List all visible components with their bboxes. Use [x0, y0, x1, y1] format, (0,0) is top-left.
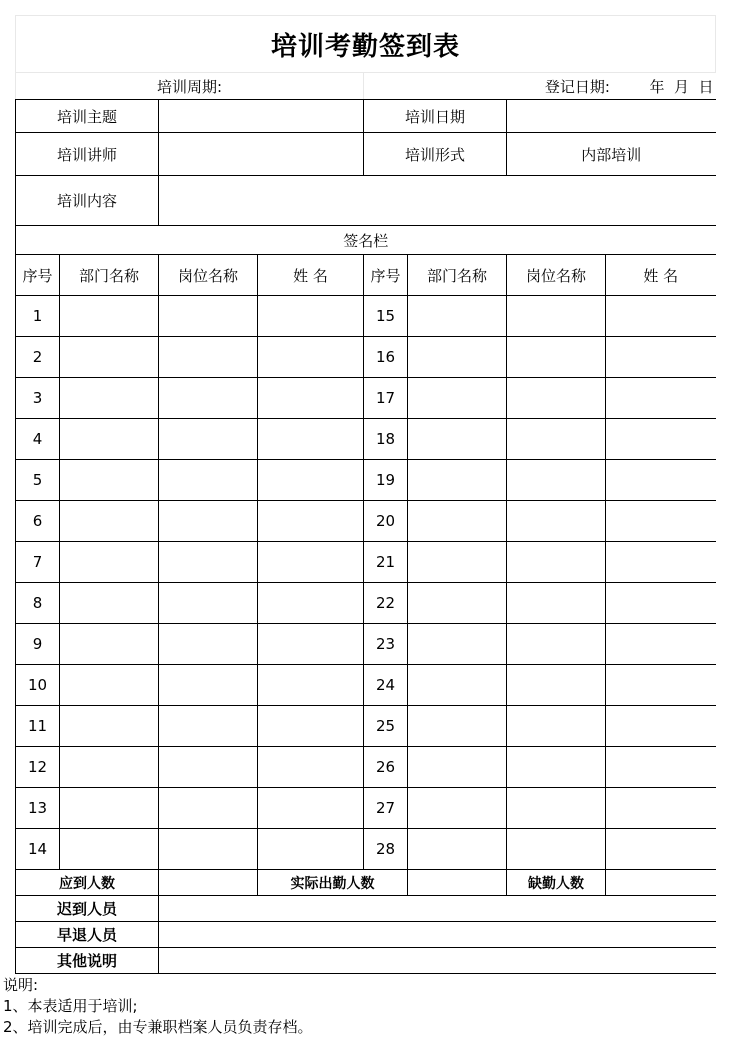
dept-right-cell[interactable]: [408, 296, 507, 337]
post-right-cell[interactable]: [507, 788, 606, 829]
seq-right-cell: 26: [364, 747, 408, 788]
seq-right-cell: 28: [364, 829, 408, 870]
content-label: 培训内容: [16, 176, 159, 226]
name-left-cell[interactable]: [258, 501, 364, 542]
register-date-cell: [364, 73, 716, 100]
post-right-cell[interactable]: [507, 419, 606, 460]
attendance-sheet: [15, 15, 715, 974]
post-left-cell[interactable]: [159, 706, 258, 747]
training-date-label: 培训日期: [364, 100, 507, 133]
name-left-cell[interactable]: [258, 542, 364, 583]
signature-section-title: 签名栏: [16, 226, 716, 255]
training-period-label: 培训周期:: [16, 73, 364, 100]
seq-right-cell: 24: [364, 665, 408, 706]
early-leave-label: 早退人员: [16, 922, 159, 948]
dept-left-cell[interactable]: [60, 788, 159, 829]
dept-right-cell[interactable]: [408, 419, 507, 460]
name-right-cell[interactable]: [606, 337, 716, 378]
seq-right-cell: 25: [364, 706, 408, 747]
register-date-units: 年 月 日: [649, 77, 714, 96]
name-left-cell[interactable]: [258, 706, 364, 747]
dept-left-cell[interactable]: [60, 378, 159, 419]
seq-right-cell: 22: [364, 583, 408, 624]
name-right-cell[interactable]: [606, 542, 716, 583]
notes-line-2: 2、培训完成后，由专兼职档案人员负责存档。: [3, 1018, 313, 1036]
dept-right-cell[interactable]: [408, 337, 507, 378]
signature-rows: [16, 296, 716, 870]
training-form-value[interactable]: 内部培训: [507, 133, 716, 176]
dept-left-cell[interactable]: [60, 706, 159, 747]
table-row: [16, 501, 716, 542]
other-notes-value[interactable]: [159, 948, 716, 974]
name-right-cell[interactable]: [606, 665, 716, 706]
lecturer-value[interactable]: [159, 133, 364, 176]
col-header-post-left: 岗位名称: [159, 255, 258, 296]
dept-right-cell[interactable]: [408, 378, 507, 419]
dept-left-cell[interactable]: [60, 583, 159, 624]
register-date-label: 登记日期:: [544, 77, 610, 96]
training-date-value[interactable]: [507, 100, 716, 133]
name-left-cell[interactable]: [258, 747, 364, 788]
dept-right-cell[interactable]: [408, 747, 507, 788]
name-right-cell[interactable]: [606, 624, 716, 665]
name-left-cell[interactable]: [258, 829, 364, 870]
post-left-cell[interactable]: [159, 788, 258, 829]
name-left-cell[interactable]: [258, 337, 364, 378]
name-right-cell[interactable]: [606, 460, 716, 501]
seq-right-cell: 23: [364, 624, 408, 665]
col-header-seq-right: 序号: [364, 255, 408, 296]
dept-left-cell[interactable]: [60, 829, 159, 870]
table-row: [16, 460, 716, 501]
post-left-cell[interactable]: [159, 419, 258, 460]
seq-left-cell: 2: [16, 337, 60, 378]
dept-left-cell[interactable]: [60, 747, 159, 788]
dept-right-cell[interactable]: [408, 706, 507, 747]
post-right-cell[interactable]: [507, 337, 606, 378]
dept-right-cell[interactable]: [408, 788, 507, 829]
expected-count-value[interactable]: [159, 870, 258, 896]
name-left-cell[interactable]: [258, 460, 364, 501]
post-left-cell[interactable]: [159, 296, 258, 337]
table-row: [16, 542, 716, 583]
seq-left-cell: 13: [16, 788, 60, 829]
dept-left-cell[interactable]: [60, 501, 159, 542]
actual-count-label: 实际出勤人数: [258, 870, 408, 896]
topic-value[interactable]: [159, 100, 364, 133]
post-right-cell[interactable]: [507, 706, 606, 747]
table-row: [16, 747, 716, 788]
post-right-cell[interactable]: [507, 665, 606, 706]
seq-left-cell: 8: [16, 583, 60, 624]
table-row: [16, 706, 716, 747]
post-left-cell[interactable]: [159, 665, 258, 706]
actual-count-value[interactable]: [408, 870, 507, 896]
topic-label: 培训主题: [16, 100, 159, 133]
name-right-cell[interactable]: [606, 296, 716, 337]
late-label: 迟到人员: [16, 896, 159, 922]
table-row: [16, 788, 716, 829]
post-left-cell[interactable]: [159, 501, 258, 542]
post-right-cell[interactable]: [507, 542, 606, 583]
name-right-cell[interactable]: [606, 788, 716, 829]
name-left-cell[interactable]: [258, 624, 364, 665]
col-header-dept-left: 部门名称: [60, 255, 159, 296]
seq-right-cell: 27: [364, 788, 408, 829]
absent-count-label: 缺勤人数: [507, 870, 606, 896]
seq-right-cell: 15: [364, 296, 408, 337]
dept-right-cell[interactable]: [408, 665, 507, 706]
dept-left-cell[interactable]: [60, 665, 159, 706]
name-left-cell[interactable]: [258, 419, 364, 460]
table-row: [16, 624, 716, 665]
post-right-cell[interactable]: [507, 829, 606, 870]
post-right-cell[interactable]: [507, 501, 606, 542]
seq-left-cell: 12: [16, 747, 60, 788]
post-right-cell[interactable]: [507, 624, 606, 665]
attendance-table: [15, 15, 716, 974]
table-row: [16, 378, 716, 419]
col-header-dept-right: 部门名称: [408, 255, 507, 296]
dept-right-cell[interactable]: [408, 501, 507, 542]
post-right-cell[interactable]: [507, 583, 606, 624]
dept-left-cell[interactable]: [60, 419, 159, 460]
seq-right-cell: 20: [364, 501, 408, 542]
seq-right-cell: 21: [364, 542, 408, 583]
col-header-post-right: 岗位名称: [507, 255, 606, 296]
dept-right-cell[interactable]: [408, 829, 507, 870]
post-left-cell[interactable]: [159, 747, 258, 788]
post-left-cell[interactable]: [159, 583, 258, 624]
dept-left-cell[interactable]: [60, 542, 159, 583]
dept-left-cell[interactable]: [60, 460, 159, 501]
table-row: [16, 829, 716, 870]
seq-right-cell: 16: [364, 337, 408, 378]
dept-left-cell[interactable]: [60, 624, 159, 665]
expected-count-label: 应到人数: [16, 870, 159, 896]
lecturer-label: 培训讲师: [16, 133, 159, 176]
dept-right-cell[interactable]: [408, 583, 507, 624]
name-right-cell[interactable]: [606, 419, 716, 460]
name-right-cell[interactable]: [606, 583, 716, 624]
other-notes-label: 其他说明: [16, 948, 159, 974]
seq-left-cell: 10: [16, 665, 60, 706]
name-right-cell[interactable]: [606, 706, 716, 747]
seq-left-cell: 9: [16, 624, 60, 665]
seq-right-cell: 18: [364, 419, 408, 460]
name-left-cell[interactable]: [258, 378, 364, 419]
seq-right-cell: 17: [364, 378, 408, 419]
col-header-name-right: 姓 名: [606, 255, 716, 296]
training-form-label: 培训形式: [364, 133, 507, 176]
seq-left-cell: 6: [16, 501, 60, 542]
post-right-cell[interactable]: [507, 378, 606, 419]
seq-right-cell: 19: [364, 460, 408, 501]
table-row: [16, 419, 716, 460]
table-row: [16, 583, 716, 624]
post-right-cell[interactable]: [507, 460, 606, 501]
name-right-cell[interactable]: [606, 747, 716, 788]
post-left-cell[interactable]: [159, 337, 258, 378]
early-leave-value[interactable]: [159, 922, 716, 948]
notes-heading: 说明:: [3, 976, 39, 994]
notes-section: [3, 975, 313, 1038]
name-left-cell[interactable]: [258, 788, 364, 829]
post-right-cell[interactable]: [507, 747, 606, 788]
name-left-cell[interactable]: [258, 583, 364, 624]
seq-left-cell: 7: [16, 542, 60, 583]
post-left-cell[interactable]: [159, 829, 258, 870]
name-left-cell[interactable]: [258, 665, 364, 706]
post-right-cell[interactable]: [507, 296, 606, 337]
post-left-cell[interactable]: [159, 378, 258, 419]
dept-left-cell[interactable]: [60, 337, 159, 378]
name-right-cell[interactable]: [606, 378, 716, 419]
name-right-cell[interactable]: [606, 829, 716, 870]
page-title: 培训考勤签到表: [16, 16, 716, 73]
table-row: [16, 296, 716, 337]
dept-right-cell[interactable]: [408, 624, 507, 665]
content-value[interactable]: [159, 176, 716, 226]
table-row: [16, 665, 716, 706]
name-right-cell[interactable]: [606, 501, 716, 542]
seq-left-cell: 11: [16, 706, 60, 747]
seq-left-cell: 1: [16, 296, 60, 337]
dept-left-cell[interactable]: [60, 296, 159, 337]
absent-count-value[interactable]: [606, 870, 716, 896]
late-value[interactable]: [159, 896, 716, 922]
seq-left-cell: 14: [16, 829, 60, 870]
seq-left-cell: 3: [16, 378, 60, 419]
notes-line-1: 1、本表适用于培训;: [3, 997, 138, 1015]
post-left-cell[interactable]: [159, 460, 258, 501]
col-header-name-left: 姓 名: [258, 255, 364, 296]
post-left-cell[interactable]: [159, 542, 258, 583]
seq-left-cell: 5: [16, 460, 60, 501]
dept-right-cell[interactable]: [408, 460, 507, 501]
col-header-seq-left: 序号: [16, 255, 60, 296]
post-left-cell[interactable]: [159, 624, 258, 665]
name-left-cell[interactable]: [258, 296, 364, 337]
dept-right-cell[interactable]: [408, 542, 507, 583]
table-row: [16, 337, 716, 378]
seq-left-cell: 4: [16, 419, 60, 460]
